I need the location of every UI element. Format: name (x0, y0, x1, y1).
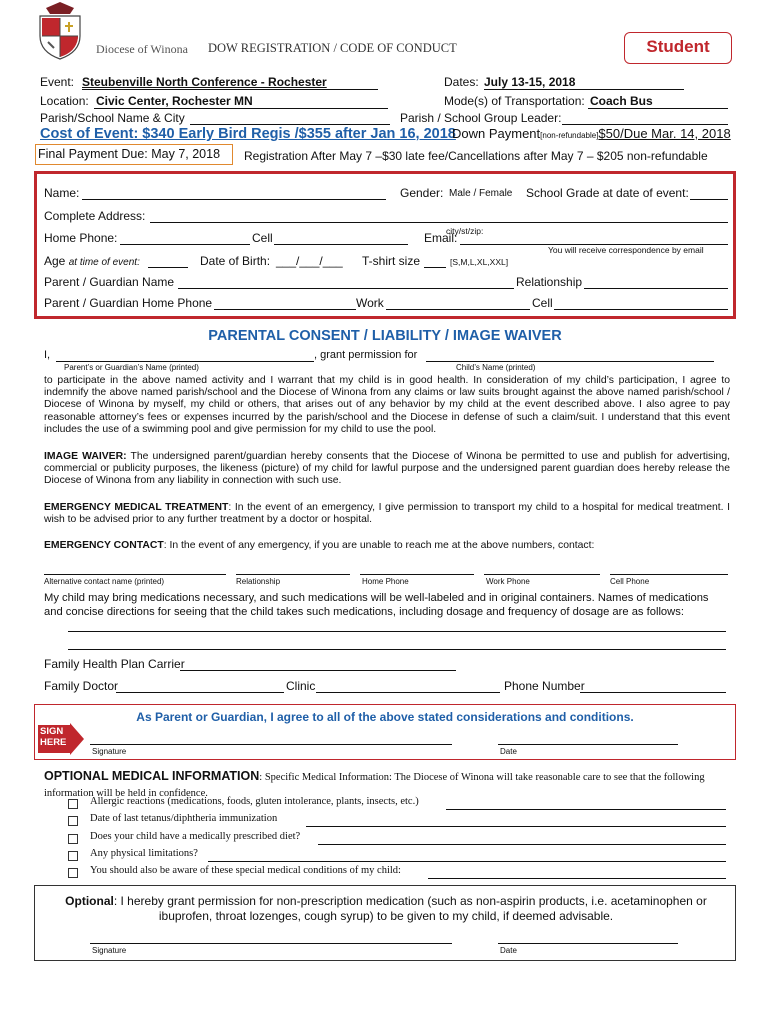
image-waiver-text: The undersigned parent/guardian hereby consents that the Diocese of Winona be permitted to use and publish for advertising, commercial or publicity purposes, the likeness (picture) of my child for lawful purpose and the undersigned parent guardian does hereby release the Diocese of Winona from any liability in connection with such use. (44, 451, 730, 487)
guardian-name-label: Parent / Guardian Name (44, 275, 175, 289)
item-tetanus: Date of last tetanus/diphtheria immunization (90, 813, 278, 824)
grade-label: School Grade at date of event: (526, 186, 689, 200)
registration-note: Registration After May 7 –$30 late fee/Cancellations after May 7 – $205 non-refundable (244, 149, 708, 163)
i-label: I, (44, 349, 51, 361)
date-caption: Date (500, 747, 517, 756)
guardian-signature-date-field[interactable] (498, 730, 678, 744)
relationship-label: Relationship (516, 275, 583, 289)
child-name-caption: Child’s Name (printed) (456, 363, 536, 372)
optional-signature-caption: Signature (92, 946, 127, 955)
ec-text: : In the event of any emergency, if you are unable to reach me at the above numbers, contact: (163, 540, 595, 551)
student-badge (624, 32, 732, 64)
dob-label: Date of Birth: (200, 254, 271, 268)
sign-here-label: SIGN HERE (40, 726, 67, 748)
name-label: Name: (44, 186, 80, 200)
item-physical-limitations: Any physical limitations? (90, 848, 198, 859)
alt-contact-cell-phone-field[interactable] (610, 560, 728, 574)
doctor-phone-field[interactable] (580, 678, 726, 692)
family-doctor-label: Family Doctor (44, 679, 119, 693)
home-phone-field[interactable] (120, 230, 250, 244)
student-badge-label: Student (646, 37, 710, 56)
guardian-cell-field[interactable] (554, 295, 728, 309)
alt-contact-name-field[interactable] (44, 560, 226, 574)
emergency-contact-paragraph (44, 540, 730, 552)
guardian-signature-field[interactable] (90, 730, 452, 744)
diet-field[interactable] (318, 830, 726, 844)
ec-col-relationship: Relationship (236, 577, 281, 586)
phone-number-label: Phone Number (504, 679, 585, 693)
grade-field[interactable] (690, 185, 728, 199)
optional-medical-heading: OPTIONAL MEDICAL INFORMATION (44, 769, 260, 783)
optional-permission-body: : I hereby grant permission for non-prescription medication (such as non-aspirin products, i.e. acetaminophen or ibuprofen, throat lozenges, cough syrup) to be given to my child, if deemed advisable. (113, 894, 707, 923)
ec-heading: EMERGENCY CONTACT (44, 540, 164, 551)
clinic-label: Clinic (286, 679, 316, 693)
group-leader-field[interactable] (562, 110, 728, 124)
down-payment-label: Down Payment (452, 126, 541, 141)
cost-of-event: Cost of Event: $340 Early Bird Regis /$355 after Jan 16, 2018 (40, 126, 456, 142)
participant-name-field[interactable] (82, 185, 386, 199)
item-diet: Does your child have a medically prescribed diet? (90, 831, 301, 842)
guardian-name-field[interactable] (178, 274, 514, 288)
location-label: Location: (40, 94, 89, 108)
child-printed-name-field[interactable] (426, 347, 714, 361)
parish-school-field[interactable] (190, 110, 390, 124)
cell2-label: Cell (532, 296, 553, 310)
image-waiver-paragraph (44, 451, 730, 488)
ec-col-cell-phone: Cell Phone (610, 577, 650, 586)
email-label: Email: (424, 231, 458, 245)
email-field[interactable] (460, 230, 728, 244)
gender-options[interactable]: Male / Female (449, 188, 513, 199)
address-label: Complete Address: (44, 209, 146, 223)
dob-field[interactable]: ___/___/___ (276, 254, 343, 268)
alt-contact-home-phone-field[interactable] (360, 560, 474, 574)
location-value: Civic Center, Rochester MN (96, 94, 253, 108)
final-payment-text: Final Payment Due: May 7, 2018 (38, 147, 221, 161)
alt-contact-relationship-field[interactable] (236, 560, 350, 574)
image-waiver-heading: IMAGE WAIVER: (44, 451, 127, 462)
optional-permission-text (48, 894, 724, 924)
event-value: Steubenville North Conference - Rochester (82, 75, 327, 89)
physical-limitations-field[interactable] (208, 847, 726, 861)
health-plan-field[interactable] (180, 656, 456, 670)
form-title: DOW REGISTRATION / CODE OF CONDUCT (208, 41, 457, 55)
transport-value: Coach Bus (590, 94, 653, 108)
parent-printed-name-field[interactable] (56, 347, 314, 361)
checkbox-physical-limitations[interactable] (68, 851, 78, 861)
tetanus-field[interactable] (306, 812, 726, 826)
guardian-home-phone-field[interactable] (214, 295, 356, 309)
emt-heading: EMERGENCY MEDICAL TREATMENT (44, 502, 229, 513)
health-plan-label: Family Health Plan Carrier (44, 657, 185, 671)
allergies-field[interactable] (446, 795, 726, 809)
emergency-medical-paragraph (44, 502, 730, 526)
checkbox-allergies[interactable] (68, 799, 78, 809)
dates-value: July 13-15, 2018 (484, 75, 576, 89)
email-note: You will receive correspondence by email (548, 245, 704, 255)
checkbox-tetanus[interactable] (68, 816, 78, 826)
down-payment (452, 126, 731, 141)
ec-col-name: Alternative contact name (printed) (44, 577, 165, 586)
family-doctor-field[interactable] (116, 678, 284, 692)
relationship-field[interactable] (584, 274, 728, 288)
final-payment-box (35, 144, 233, 165)
down-payment-note: [non-refundable] (540, 131, 599, 140)
item-special-conditions: You should also be aware of these special medical conditions of my child: (90, 865, 401, 876)
agreement-statement: As Parent or Guardian, I agree to all of the above stated considerations and conditions. (136, 710, 634, 724)
age-field[interactable] (148, 253, 188, 267)
item-allergies: Allergic reactions (medications, foods, gluten intolerance, plants, insects, etc.) (90, 796, 419, 807)
checkbox-special-conditions[interactable] (68, 868, 78, 878)
leader-label: Parish / School Group Leader: (400, 111, 562, 125)
special-conditions-field[interactable] (428, 864, 726, 878)
tshirt-options: [S,M,L,XL,XXL] (450, 257, 509, 267)
optional-signature-date-field[interactable] (498, 929, 678, 943)
grant-label: , grant permission for (314, 349, 418, 361)
cell-label: Cell (252, 231, 273, 245)
liability-paragraph: to participate in the above named activity and I warrant that my child is in good health. In consideration of my child’s participation, I agree to indemnify the above named parish/school and the Diocese of Winona from any claims or law suits brought against the above named parish/school / Diocese of Winona by myself, my child or others, that arises out of any behavior by my child at the event described above. I also agree to pay reasonable attorney’s fees or expenses incurred by the parish/school and the Diocese in defense of such a claim/suit. I understand that this event includes the use of a swimming pool and give permission for my child to use the pool. (44, 375, 730, 435)
age-label-text: Age (44, 254, 66, 268)
age-label (44, 254, 140, 268)
down-payment-value: $50/Due Mar. 14, 2018 (598, 126, 731, 141)
parent-name-caption: Parent’s or Guardian’s Name (printed) (64, 363, 199, 372)
parish-label: Parish/School Name & City (40, 111, 185, 125)
event-label: Event: (40, 75, 75, 89)
optional-signature-field[interactable] (90, 929, 452, 943)
medications-paragraph: My child may bring medications necessary, and such medications will be well-labeled and in original containers. Names of medications and concise directions for seeing that the child takes such medications, including dosage and frequency of dosage are as follows: (44, 592, 709, 618)
ec-col-home-phone: Home Phone (362, 577, 409, 586)
medications-line-1[interactable] (68, 617, 726, 631)
signature-caption: Signature (92, 747, 127, 756)
diocese-name: Diocese of Winona (96, 42, 188, 56)
optional-date-caption: Date (500, 946, 517, 955)
gender-label: Gender: (400, 186, 444, 200)
ec-col-work-phone: Work Phone (486, 577, 530, 586)
alt-contact-work-phone-field[interactable] (484, 560, 600, 574)
city-st-zip-label: city/st/zip: (446, 226, 484, 236)
medications-line-2[interactable] (68, 635, 726, 649)
transport-label: Mode(s) of Transportation: (444, 94, 585, 108)
cell-phone-field[interactable] (274, 230, 408, 244)
waiver-heading: PARENTAL CONSENT / LIABILITY / IMAGE WAIVER (208, 328, 562, 344)
address-field[interactable] (150, 208, 728, 222)
checkbox-diet[interactable] (68, 834, 78, 844)
diocese-crest-logo (36, 2, 84, 60)
age-note: at time of event: (68, 257, 140, 268)
optional-medical-intro-text: : Specific Medical Information: The Diocese of Winona will take reasonable care to see that the following information will be held in confidence. (44, 772, 705, 799)
clinic-field[interactable] (316, 678, 500, 692)
home-phone-label: Home Phone: (44, 231, 118, 245)
emt-text: : In the event of an emergency, I give permission to transport my child to a hospital for medical treatment. I wish to be advised prior to any further treatment by a doctor or hospital. (44, 502, 731, 526)
guardian-work-field[interactable] (386, 295, 530, 309)
optional-permission-heading: Optional (65, 894, 114, 908)
work-label: Work (356, 296, 384, 310)
guardian-phone-label: Parent / Guardian Home Phone (44, 296, 213, 310)
sign-here-icon (38, 723, 84, 760)
dates-label: Dates: (444, 75, 479, 89)
tshirt-label: T-shirt size (362, 254, 421, 268)
